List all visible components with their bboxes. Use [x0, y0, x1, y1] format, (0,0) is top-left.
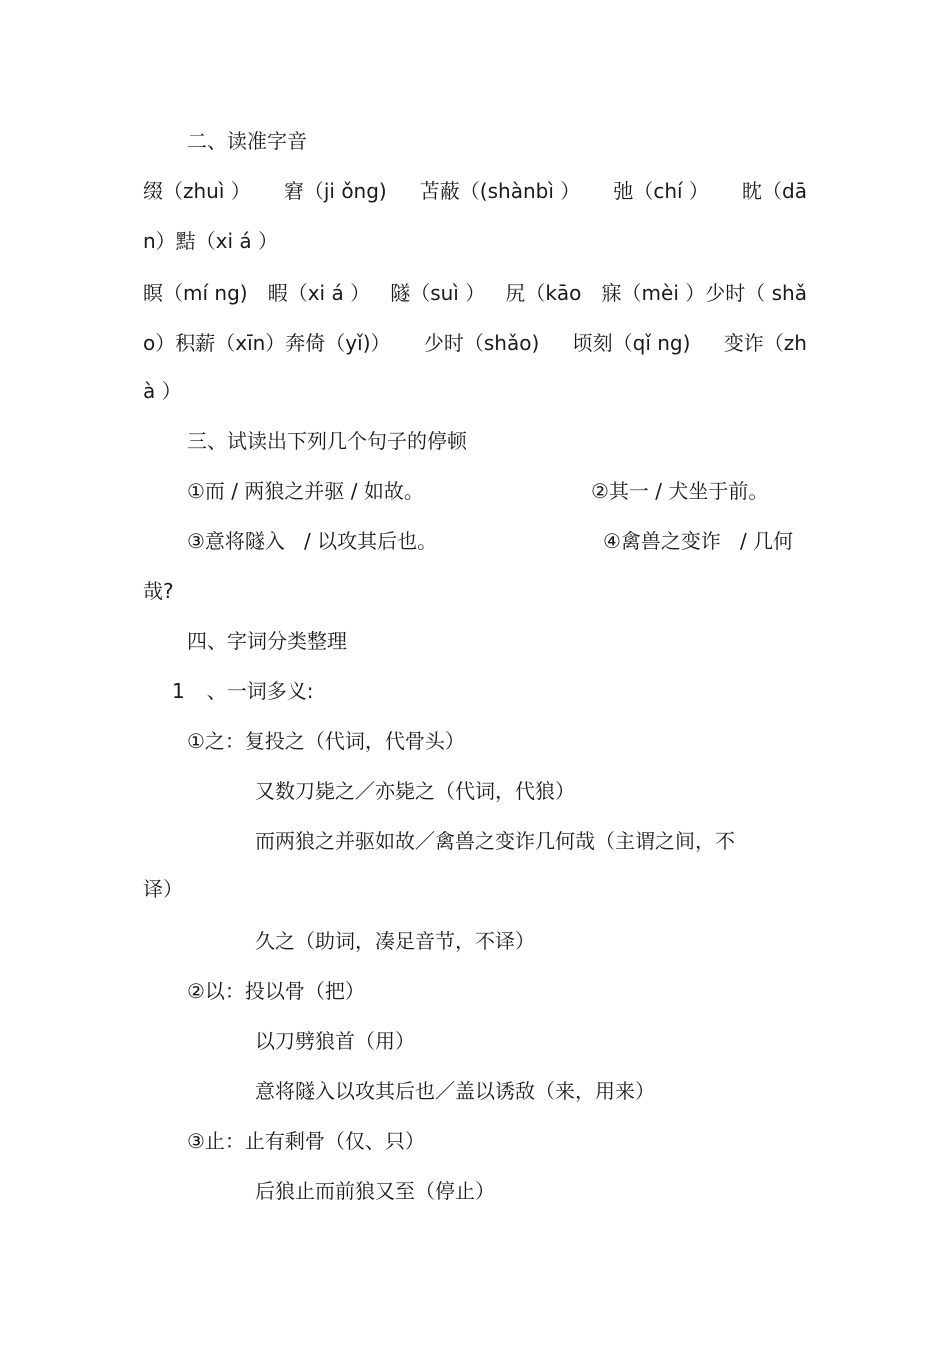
entry-zhi2-2: 后狼止而前狼又至（停止）: [255, 1179, 495, 1203]
pinyin-item: 缀（zhuì ）: [143, 179, 251, 203]
pause-sentence-3: ③意将隧入 / 以攻其后也。: [187, 529, 438, 553]
pinyin-row-2: n）黠（xi á ）: [143, 229, 279, 253]
pinyin-item: o）积薪（xīn）奔倚（yǐ)）: [143, 331, 391, 355]
subsection-heading: [172, 678, 313, 704]
pinyin-row-1: [143, 178, 807, 204]
entry-zhi-head: ①之：复投之（代词，代骨头）: [187, 729, 465, 753]
pinyin-item: 隧（suì ）: [390, 281, 486, 305]
entry-yi-2: 以刀劈狼首（用）: [255, 1029, 415, 1053]
entry-zhi2-head: ③止：止有剩骨（仅、只）: [187, 1129, 425, 1153]
pinyin-item: 顷刻（qǐ ng): [572, 331, 691, 355]
pinyin-row-3: [143, 280, 807, 306]
pinyin-item: 少时（shǎo): [423, 331, 540, 355]
subsection-label: 、一词多义:: [206, 679, 314, 703]
pinyin-item: 变诈（zh: [723, 331, 807, 355]
section-4-title: 四、字词分类整理: [187, 629, 347, 653]
pause-sentence-2: ②其一 / 犬坐于前。: [591, 479, 769, 503]
pinyin-row-5: à ）: [143, 379, 182, 403]
entry-zhi-3: 而两狼之并驱如故／禽兽之变诈几何哉（主谓之间，不: [255, 829, 735, 853]
pinyin-item: 瞑（mí ng): [143, 281, 248, 305]
entry-yi-3: 意将隧入以攻其后也／盖以诱敌（来，用来）: [255, 1079, 655, 1103]
entry-zhi-2: 又数刀毙之／亦毙之（代词，代狼）: [255, 779, 575, 803]
entry-zhi-4: 久之（助词，凑足音节，不译）: [255, 929, 535, 953]
pinyin-item: 眈（dā: [742, 179, 807, 203]
pause-sentence-1: ①而 / 两狼之并驱 / 如故。: [187, 479, 424, 503]
pinyin-item: 弛（chí ）: [613, 179, 709, 203]
pinyin-item: 暇（xi á ）: [267, 281, 371, 305]
pause-sentence-4: ④禽兽之变诈 / 几何: [603, 529, 794, 553]
entry-zhi-3-cont: 译）: [143, 877, 183, 901]
pinyin-item: 尻（kāo: [505, 281, 582, 305]
subsection-number: 1: [172, 679, 185, 703]
pause-sentence-4-cont: 哉?: [143, 579, 174, 603]
pinyin-item: 窘（ji ǒng): [283, 179, 387, 203]
pinyin-item: 寐（mèi ）少时（ shǎ: [601, 281, 807, 305]
section-3-title: 三、试读出下列几个句子的停顿: [187, 429, 467, 453]
entry-yi-head: ②以：投以骨（把）: [187, 979, 365, 1003]
pinyin-row-4: [143, 330, 807, 356]
section-2-title: 二、读准字音: [187, 129, 307, 153]
pinyin-item: 苫蔽（(shànbì ）: [419, 179, 581, 203]
